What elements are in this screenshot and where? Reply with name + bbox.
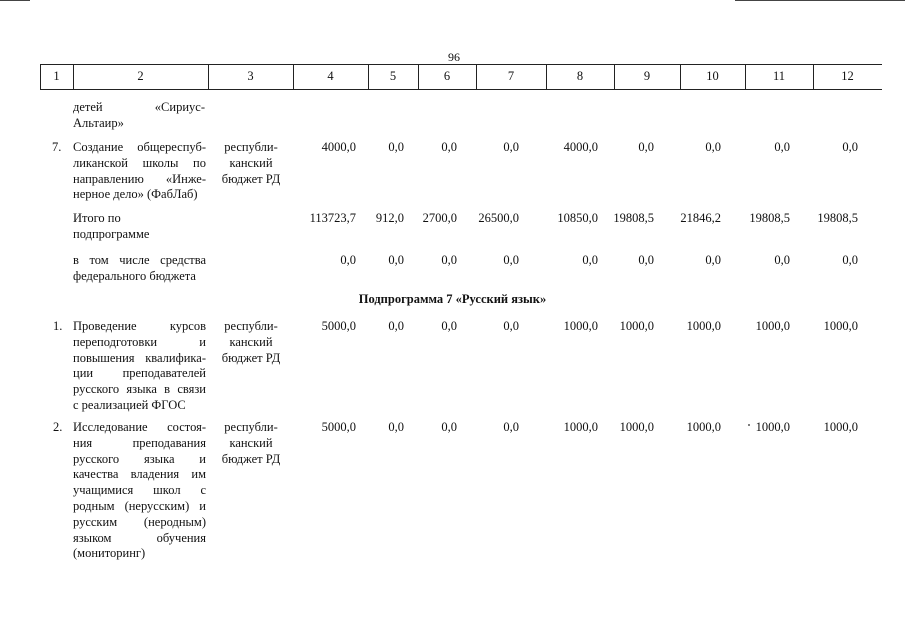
header-bottom-border — [40, 89, 882, 90]
scan-edge-mark — [735, 0, 905, 1]
value-cell-col-7: 0,0 — [503, 253, 519, 267]
funding-source-line: канский — [229, 334, 273, 349]
value-cell-col-10: 0,0 — [705, 140, 721, 154]
value-cell-col-9: 1000,0 — [619, 420, 654, 434]
funding-source-line: республи- — [224, 140, 278, 154]
row-number: 7. — [52, 140, 62, 154]
name-line: русского языка в связи — [73, 382, 206, 397]
value-cell-col-10: 21846,2 — [680, 211, 721, 225]
name-line: Итого по — [73, 211, 121, 225]
column-header-11: 11 — [772, 69, 786, 83]
value-cell-col-5: 0,0 — [388, 420, 404, 434]
name-line: направлению «Инже- — [73, 171, 206, 186]
name-line: языком обучения — [73, 530, 206, 545]
value-cell-col-8: 10850,0 — [557, 211, 598, 225]
value-cell-col-4: 5000,0 — [321, 420, 356, 434]
name-line: в том числе средства — [73, 253, 206, 267]
header-column-divider — [293, 64, 294, 90]
name-line: русским (неродным) — [73, 514, 206, 529]
name-line: ции преподавателей — [73, 366, 206, 381]
value-cell-col-12: 19808,5 — [817, 211, 858, 225]
value-cell-col-7: 0,0 — [503, 319, 519, 333]
value-cell-col-6: 0,0 — [441, 253, 457, 267]
value-cell-col-10: 1000,0 — [686, 319, 721, 333]
value-cell-col-8: 1000,0 — [563, 420, 598, 434]
header-column-divider — [418, 64, 419, 90]
value-cell-col-8: 1000,0 — [563, 319, 598, 333]
value-cell-col-6: 0,0 — [441, 420, 457, 434]
column-header-2: 2 — [137, 69, 144, 83]
column-header-10: 10 — [706, 69, 719, 83]
value-cell-col-9: 1000,0 — [619, 319, 654, 333]
funding-source-line: республи- — [224, 319, 278, 333]
value-cell-col-10: 0,0 — [705, 253, 721, 267]
name-line: с реализацией ФГОС — [73, 398, 186, 412]
column-header-4: 4 — [327, 69, 334, 83]
subprogram-title: Подпрограмма 7 «Русский язык» — [358, 292, 547, 306]
header-column-divider — [745, 64, 746, 90]
header-column-divider — [73, 64, 74, 90]
header-column-divider — [368, 64, 369, 90]
name-line: (мониторинг) — [73, 546, 146, 561]
value-cell-col-4: 5000,0 — [321, 319, 356, 333]
value-cell-col-11: 0,0 — [774, 140, 790, 154]
name-line: подпрограмме — [73, 226, 150, 241]
column-header-5: 5 — [389, 69, 397, 83]
funding-source-line: бюджет РД — [221, 350, 281, 365]
value-cell-col-6: 0,0 — [441, 140, 457, 154]
name-line: детей «Сириус- — [73, 100, 205, 114]
funding-source-line: канский — [229, 155, 273, 170]
value-cell-col-5: 0,0 — [388, 253, 404, 267]
name-line: Альтаир» — [73, 116, 124, 130]
value-cell-col-11: 0,0 — [774, 253, 790, 267]
scan-speck — [748, 424, 750, 426]
value-cell-col-4: 113723,7 — [309, 211, 356, 225]
name-line: русского языка и — [73, 451, 206, 466]
name-line: качества владения им — [73, 467, 206, 482]
value-cell-col-5: 912,0 — [375, 211, 404, 225]
row-number: 1. — [53, 319, 63, 333]
name-line: федерального бюджета — [73, 268, 196, 283]
column-header-9: 9 — [643, 69, 651, 83]
value-cell-col-7: 26500,0 — [478, 211, 519, 225]
header-column-divider — [208, 64, 209, 90]
value-cell-col-8: 4000,0 — [563, 140, 598, 154]
header-column-divider — [476, 64, 477, 90]
name-line: учащимися школ с — [73, 483, 206, 498]
value-cell-col-12: 1000,0 — [823, 319, 858, 333]
column-header-7: 7 — [507, 69, 515, 83]
value-cell-col-4: 0,0 — [340, 253, 356, 267]
name-line: нерное дело» (ФабЛаб) — [73, 187, 198, 202]
value-cell-col-9: 0,0 — [638, 253, 654, 267]
header-column-divider — [40, 64, 41, 90]
value-cell-col-11: 1000,0 — [755, 420, 790, 434]
column-header-12: 12 — [841, 69, 854, 83]
funding-source-line: бюджет РД — [221, 451, 281, 466]
value-cell-col-12: 0,0 — [842, 253, 858, 267]
value-cell-col-7: 0,0 — [503, 420, 519, 434]
value-cell-col-11: 1000,0 — [755, 319, 790, 333]
value-cell-col-6: 0,0 — [441, 319, 457, 333]
name-line: Проведение курсов — [73, 319, 206, 333]
column-header-1: 1 — [53, 69, 60, 83]
name-line: родным (нерусским) и — [73, 499, 206, 513]
value-cell-col-9: 19808,5 — [613, 211, 654, 225]
column-header-8: 8 — [576, 69, 584, 83]
value-cell-col-12: 1000,0 — [823, 420, 858, 434]
value-cell-col-5: 0,0 — [388, 140, 404, 154]
name-line: повышения квалифика- — [73, 350, 206, 365]
value-cell-col-5: 0,0 — [388, 319, 404, 333]
name-line: Исследование состоя- — [73, 420, 206, 434]
name-line: Создание общереспуб- — [73, 140, 206, 154]
value-cell-col-11: 19808,5 — [749, 211, 790, 225]
value-cell-col-7: 0,0 — [503, 140, 519, 154]
page-number: 96 — [448, 50, 460, 64]
header-column-divider — [813, 64, 814, 90]
row-number: 2. — [53, 420, 63, 434]
header-column-divider — [680, 64, 681, 90]
value-cell-col-9: 0,0 — [638, 140, 654, 154]
value-cell-col-12: 0,0 — [842, 140, 858, 154]
name-line: переподготовки и — [73, 334, 206, 349]
value-cell-col-6: 2700,0 — [422, 211, 457, 225]
value-cell-col-8: 0,0 — [582, 253, 598, 267]
column-header-3: 3 — [247, 69, 254, 83]
name-line: ликанской школы по — [73, 155, 206, 170]
value-cell-col-10: 1000,0 — [686, 420, 721, 434]
funding-source-line: канский — [229, 435, 273, 450]
header-column-divider — [614, 64, 615, 90]
column-header-6: 6 — [443, 69, 451, 83]
value-cell-col-4: 4000,0 — [321, 140, 356, 154]
name-line: ния преподавания — [73, 435, 206, 450]
funding-source-line: бюджет РД — [221, 171, 281, 186]
header-column-divider — [546, 64, 547, 90]
funding-source-line: республи- — [224, 420, 278, 434]
scan-edge-mark — [0, 0, 30, 1]
